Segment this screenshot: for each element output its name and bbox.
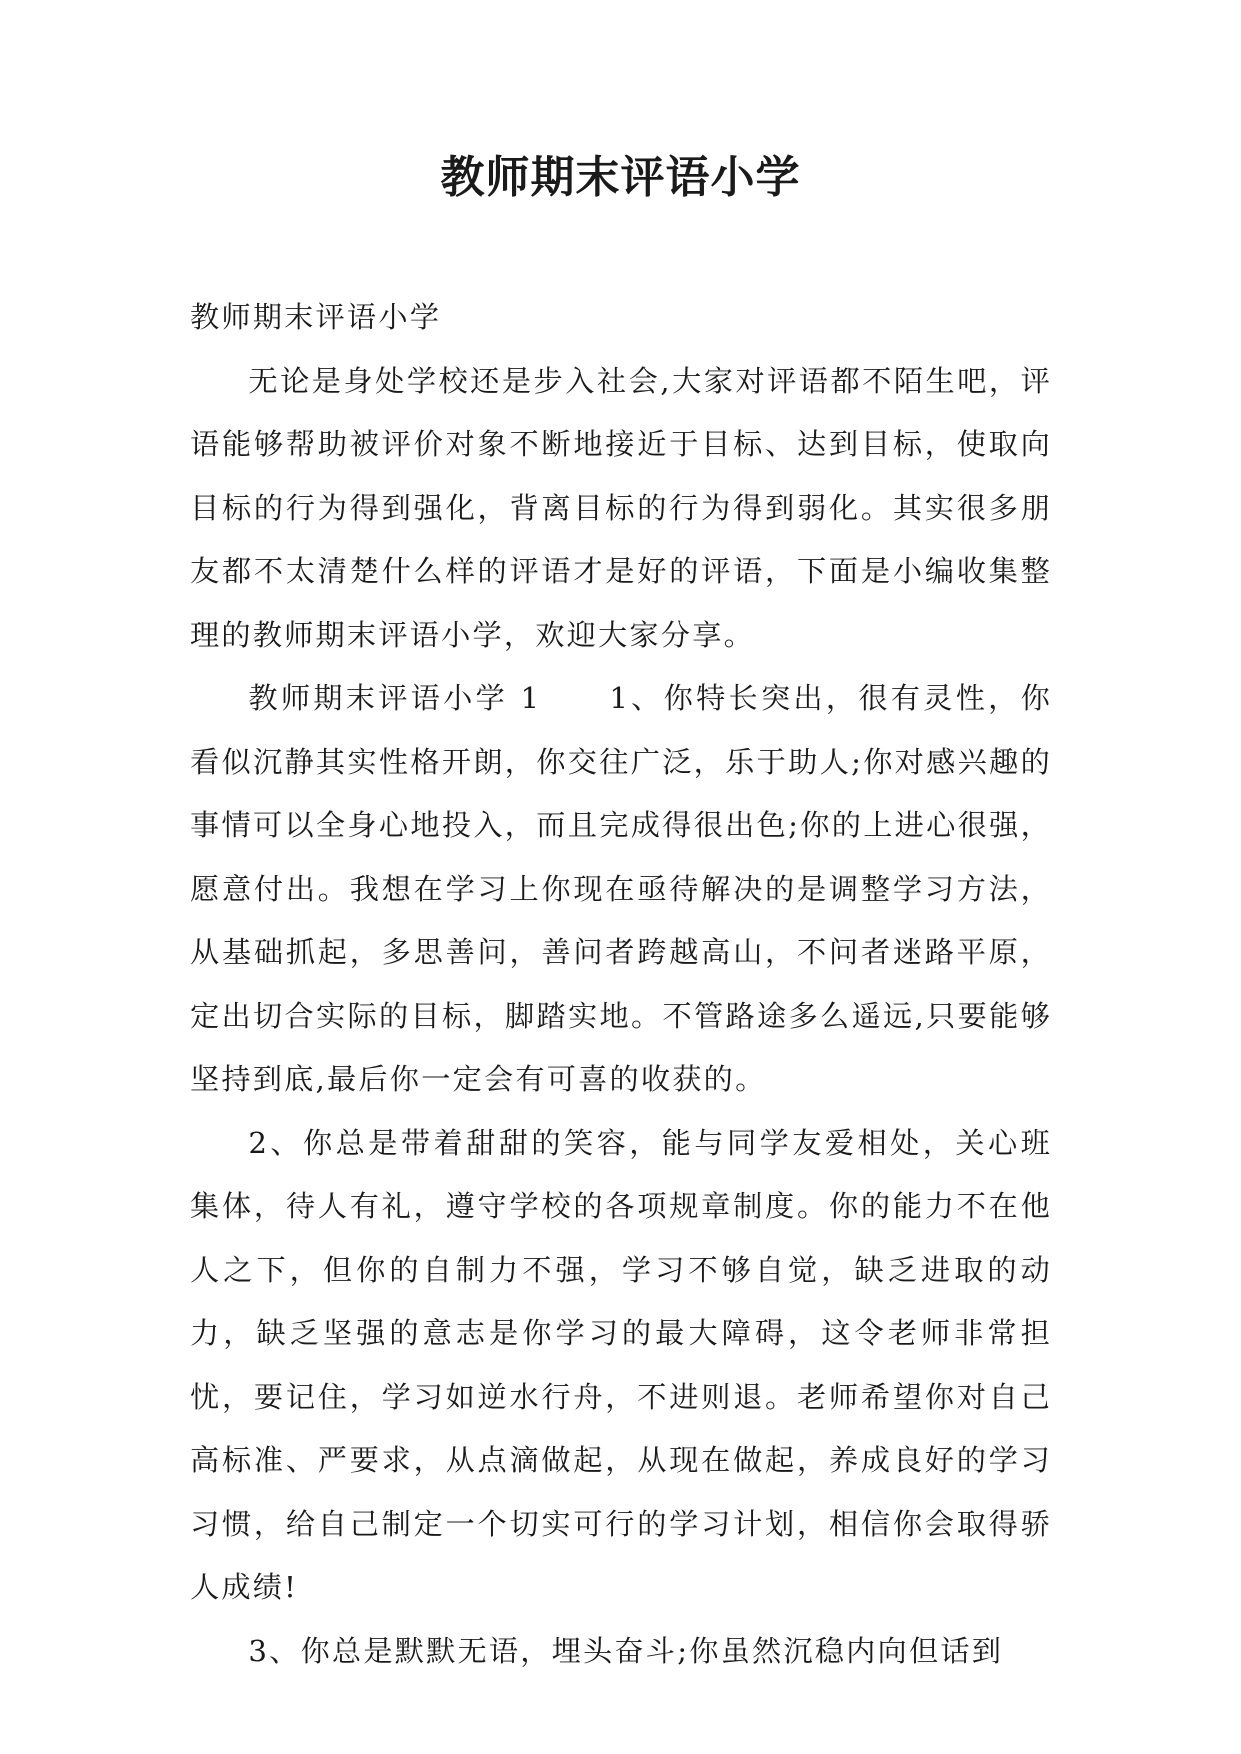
comment-paragraph-3: 3、你总是默默无语，埋头奋斗;你虽然沉稳内向但话到 [248,1633,1004,1668]
document-body [190,286,1052,1683]
comment-paragraph-1 [190,667,1052,1112]
comment-paragraph-2: 2、你总是带着甜甜的笑容，能与同学友爱相处，关心班集体，待人有礼，遵守学校的各项规章制度。你的能力不在他人之下，但你的自制力不强，学习不够自觉，缺乏进取的动力，缺乏坚强的意志是你学习的最大障碍，这令老师非常担忧，要记住，学习如逆水行舟，不进则退。老师希望你对自己高标准、严要求，从点滴做起，从现在做起，养成良好的学习习惯，给自己制定一个切实可行的学习计划，相信你会取得骄人成绩! [190,1125,1052,1604]
document-subtitle: 教师期末评语小学 [190,300,442,334]
document-title: 教师期末评语小学 [440,152,801,203]
intro-paragraph: 无论是身处学校还是步入社会,大家对评语都不陌生吧，评语能够帮助被评价对象不断地接近于目标、达到目标，使取向目标的行为得到强化，背离目标的行为得到弱化。其实很多朋友都不太清楚什么样的评语才是好的评语，下面是小编收集整理的教师期末评语小学，欢迎大家分享。 [190,363,1052,652]
comment-1-text: 1、你特长突出，很有灵性，你看似沉静其实性格开朗，你交往广泛，乐于助人;你对感兴趣的事情可以全身心地投入，而且完成得很出色;你的上进心很强，愿意付出。我想在学习上你现在亟待解决的是调整学习方法，从基础抓起，多思善问，善问者跨越高山，不问者迷路平原，定出切合实际的目标，脚踏实地。不管路途多么遥远,只要能够坚持到底,最后你一定会有可喜的收获的。 [190,681,1052,1096]
section-heading: 教师期末评语小学 1 [248,681,542,715]
